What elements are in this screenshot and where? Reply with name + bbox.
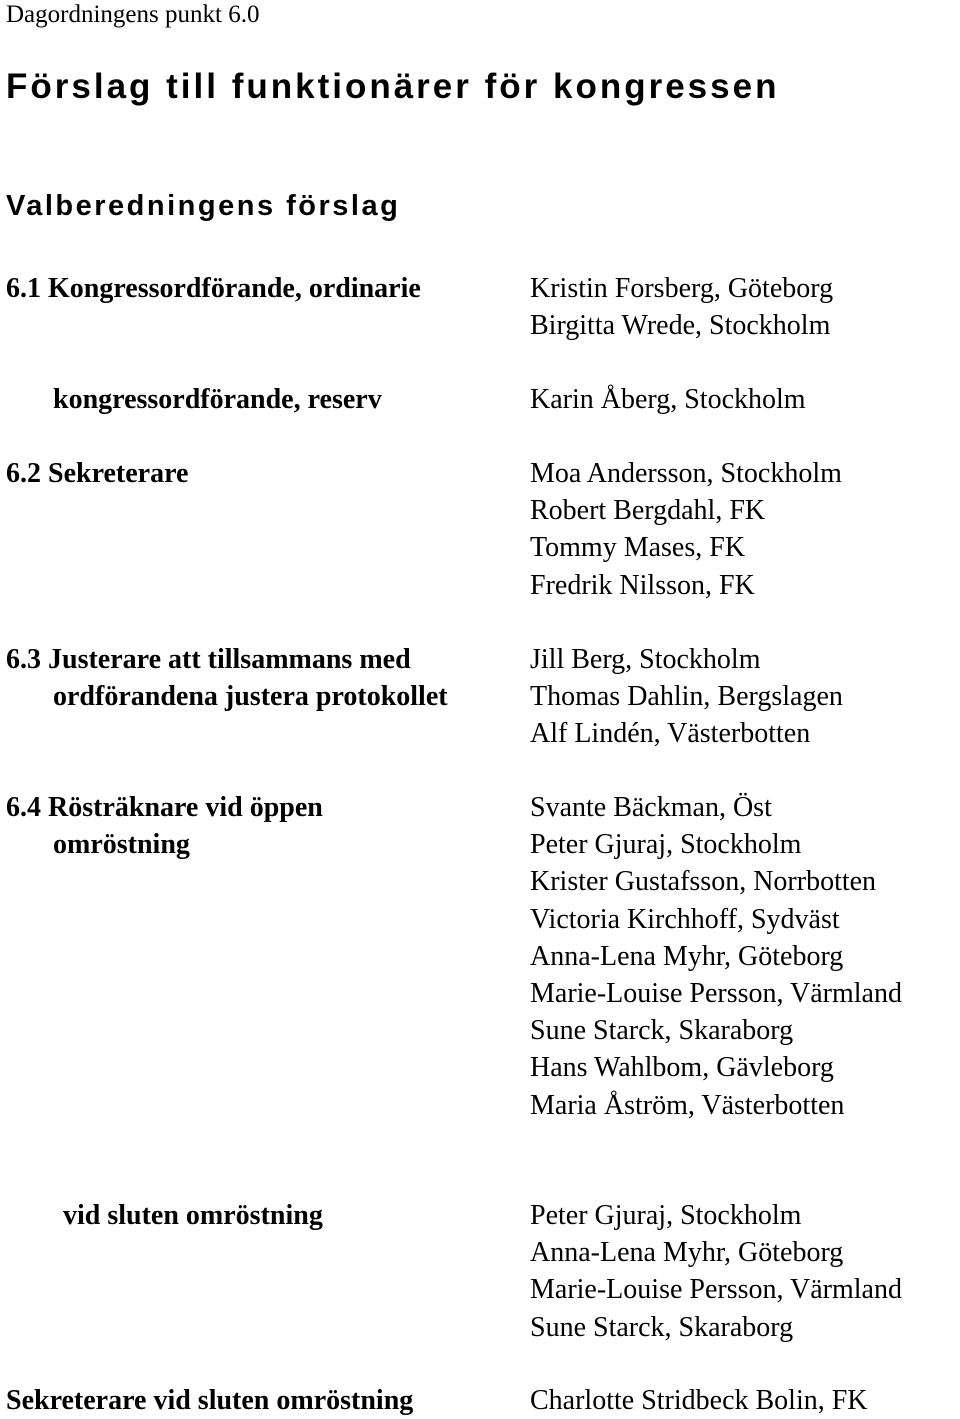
page-subtitle: Valberedningens förslag bbox=[6, 190, 401, 222]
section-6-2-names bbox=[530, 455, 842, 604]
name-item: Jill Berg, Stockholm bbox=[530, 644, 761, 675]
name-item: Kristin Forsberg, Göteborg bbox=[530, 273, 834, 304]
section-label-line: Sekreterare vid sluten omröstning bbox=[6, 1385, 414, 1416]
name-item: Thomas Dahlin, Bergslagen bbox=[530, 681, 843, 713]
name-item: Sune Starck, Skaraborg bbox=[530, 1015, 794, 1047]
name-item: Maria Åström, Västerbotten bbox=[530, 1089, 845, 1121]
section-6-3-label bbox=[6, 641, 448, 715]
section-reserv-label bbox=[53, 381, 382, 418]
section-label-line: 6.4 Rösträknare vid öppen bbox=[6, 792, 323, 823]
section-sluten-label bbox=[63, 1197, 323, 1234]
name-item: Hans Wahlbom, Gävleborg bbox=[530, 1052, 834, 1084]
section-label-line: 6.1 Kongressordförande, ordinarie bbox=[6, 273, 421, 304]
name-item: Moa Andersson, Stockholm bbox=[530, 458, 842, 489]
name-item: Karin Åberg, Stockholm bbox=[530, 384, 806, 415]
section-6-2-label bbox=[6, 455, 188, 492]
name-item: Tommy Mases, FK bbox=[530, 532, 746, 564]
section-6-4-label bbox=[6, 789, 323, 863]
name-item: Victoria Kirchhoff, Sydväst bbox=[530, 903, 840, 935]
name-item: Marie-Louise Persson, Värmland bbox=[530, 1274, 902, 1306]
name-item: Svante Bäckman, Öst bbox=[530, 792, 772, 823]
name-item: Charlotte Stridbeck Bolin, FK bbox=[530, 1385, 868, 1416]
section-reserv-names bbox=[530, 381, 806, 418]
name-item: Krister Gustafsson, Norrbotten bbox=[530, 866, 877, 898]
section-label-line: vid sluten omröstning bbox=[63, 1200, 323, 1231]
agenda-point: Dagordningens punkt 6.0 bbox=[6, 1, 260, 28]
name-item: Birgitta Wrede, Stockholm bbox=[530, 310, 831, 342]
name-item: Fredrik Nilsson, FK bbox=[530, 569, 755, 601]
name-item: Sune Starck, Skaraborg bbox=[530, 1311, 794, 1343]
section-6-4-names bbox=[530, 789, 902, 1124]
name-item: Anna-Lena Myhr, Göteborg bbox=[530, 1237, 844, 1269]
section-sluten-sekreterare-label bbox=[6, 1382, 413, 1419]
name-item: Peter Gjuraj, Stockholm bbox=[530, 1200, 802, 1231]
section-label-line: 6.2 Sekreterare bbox=[6, 458, 189, 489]
name-item: Marie-Louise Persson, Värmland bbox=[530, 978, 902, 1010]
section-sluten-sekreterare-names bbox=[530, 1382, 868, 1419]
name-item: Anna-Lena Myhr, Göteborg bbox=[530, 940, 844, 972]
section-label-line: omröstning bbox=[53, 829, 190, 860]
page-title: Förslag till funktionärer för kongressen bbox=[6, 67, 780, 106]
section-6-1-names bbox=[530, 270, 833, 344]
section-label-line: kongressordförande, reserv bbox=[53, 384, 382, 415]
name-item: Alf Lindén, Västerbotten bbox=[530, 718, 811, 750]
name-item: Peter Gjuraj, Stockholm bbox=[530, 829, 802, 861]
section-label-line: ordförandena justera protokollet bbox=[53, 681, 448, 712]
name-item: Robert Bergdahl, FK bbox=[530, 495, 766, 527]
section-label-line: 6.3 Justerare att tillsammans med bbox=[6, 644, 411, 675]
section-6-3-names bbox=[530, 641, 843, 753]
section-6-1-label bbox=[6, 270, 421, 307]
section-sluten-names bbox=[530, 1197, 902, 1346]
